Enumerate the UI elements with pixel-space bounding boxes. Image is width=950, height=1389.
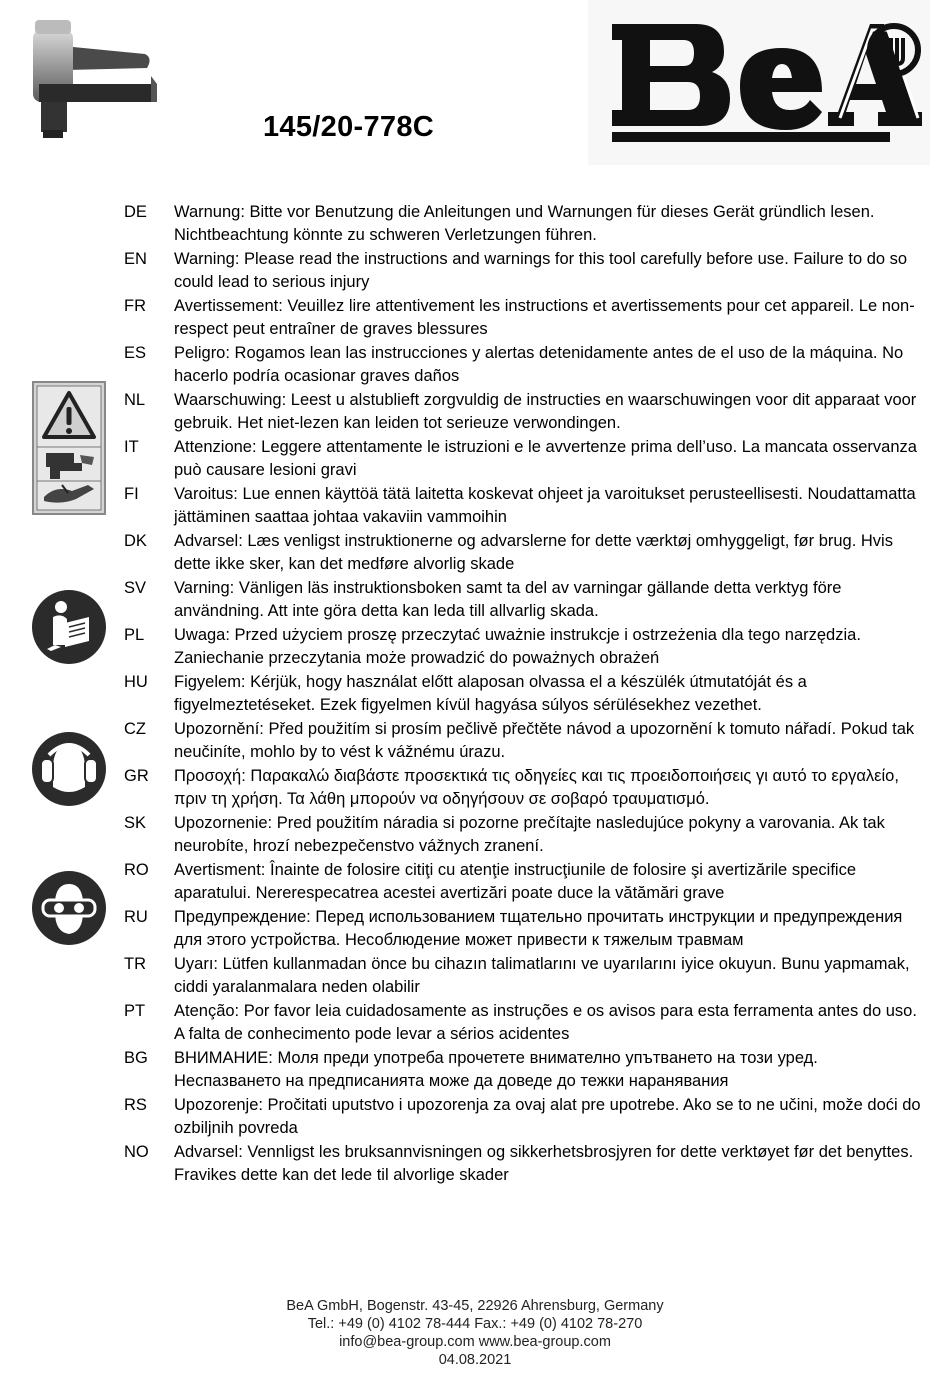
warning-text: Atenção: Por favor leia cuidadosamente as instruções e os avisos para esta ferramenta antes do uso. A falta de conhecimento pode levar a sérios acidentes [174,1002,917,1043]
language-code: GR [124,767,149,785]
footer-contact: info@bea-group.com www.bea-group.com [339,1334,611,1350]
warning-text: Peligro: Rogamos lean las instrucciones y alertas detenidamente antes de el uso de la máquina. No hacerlo podría ocasionar graves daños [174,344,904,385]
language-code: PL [124,626,145,644]
language-code: RS [124,1096,147,1114]
warning-row-hu [124,671,924,716]
read-manual-sign [31,589,107,665]
warning-text: Avertisment: Înainte de folosire citiţi cu atenţie instrucţiunile de folosire şi avertizările specifice aparatului. Nererespecatrea acestei avertizări poate duce la vătămări grave [174,861,857,902]
language-code: RO [124,861,149,879]
language-code: DK [124,532,147,550]
language-code: DE [124,203,147,221]
warning-text: Warnung: Bitte vor Benutzung die Anleitungen und Warnungen für dieses Gerät gründlich lesen. Nichtbeachtung könnte zu schweren Verletzungen führen. [174,203,875,244]
footer-phone-fax: Tel.: +49 (0) 4102 78-444 Fax.: +49 (0) 4102 78-270 [307,1316,643,1332]
bea-logo [588,0,930,165]
warning-text: Upozorenje: Pročitati uputstvo i upozorenja za ovaj alat pre upotrebe. Ako se to ne učini, može doći do ozbiljnih povreda [174,1096,921,1137]
warning-text: Avertissement: Veuillez lire attentivement les instructions et avertissements pour cet appareil. Le non-respect peut entraîner de graves blessures [174,297,915,338]
footer-date: 04.08.2021 [438,1352,512,1368]
language-code: PT [124,1002,146,1020]
warning-text: Upozornění: Před použitím si prosím pečlivě přečtěte návod a upozornění k tomuto nářadí. Pokud tak neučiníte, mohlo by to vést k vážnému úrazu. [174,720,915,761]
warning-text: Προσοχή: Παρακαλώ διαβάστε προσεκτικά τις οδηγείες και τις προειδοποιήσεις γι αυτό το εργαλείο, πριν τη χρήση. Τα λάθη μπορούν να οδηγήσουν σε σοβαρό τραυματισμό. [174,767,899,808]
warning-row-bg [124,1047,924,1092]
eye-protection-sign [31,870,107,946]
warning-text: Advarsel: Vennligst les bruksannvisningen og sikkerhetsbrosjyren for dette verktøyet før det benyttes. Fravikes dette kan det lede til alvorlige skader [174,1143,914,1184]
warning-text: Upozornenie: Pred použitím náradia si pozorne prečítajte nasledujúce pokyny a varovania. Ak tak neurobíte, hrozí nebezpečenstvo vážnych zranení. [174,814,885,855]
warning-row-ru [124,906,924,951]
language-code: FI [124,485,139,503]
language-code: RU [124,908,148,926]
footer-address: BeA GmbH, Bogenstr. 43-45, 22926 Ahrensburg, Germany [286,1298,664,1314]
language-code: HU [124,673,148,691]
warning-text: Attenzione: Leggere attentamente le istruzioni e le avvertenze prima dell’uso. La mancata osservanza può causare lesioni gravi [174,438,917,479]
warning-text: Warning: Please read the instructions and warnings for this tool carefully before use. Failure to do so could lead to serious injury [174,250,908,291]
language-code: FR [124,297,146,315]
warning-row-no [124,1141,924,1186]
warning-row-dk [124,530,924,575]
warning-row-tr [124,953,924,998]
warning-text: Предупреждение: Перед использованием тщательно прочитать инструкции и предупреждения для этого устройства. Несоблюдение может привести к тяжелым травмам [174,908,903,949]
warning-row-de [124,201,924,246]
warning-row-rs [124,1094,924,1139]
language-code: NO [124,1143,149,1161]
warning-row-sv [124,577,924,622]
language-code: IT [124,438,139,456]
language-code: ES [124,344,147,362]
warning-row-cz [124,718,924,763]
language-code: TR [124,955,146,973]
language-code: EN [124,250,147,268]
warning-text: ВНИМАНИЕ: Моля преди употреба прочетете внимателно упътването на този уред. Неспазването на предписанията може да доведе до тежки наранявания [174,1049,818,1090]
ear-protection-sign [31,731,107,807]
warning-text: Waarschuwing: Leest u alstublieft zorgvuldig de instructies en waarschuwingen voor dit apparaat voor gebruik. Het niet-lezen kan leiden tot serieuze verwondingen. [174,391,917,432]
warning-row-en [124,248,924,293]
warning-row-fi [124,483,924,528]
warning-row-es [124,342,924,387]
model-number: 145/20-778C [263,111,434,143]
warning-row-fr [124,295,924,340]
language-code: CZ [124,720,146,738]
warning-text: Uwaga: Przed użyciem proszę przeczytać uważnie instrukcje i ostrzeżenia dla tego narzędzia. Zaniechanie przeczytania może prowadzić do poważnych obrażeń [174,626,861,667]
hand-injury-warning-sign [32,381,106,515]
footer [0,1297,950,1369]
multilingual-warning-list [124,201,924,1188]
warning-text: Varoitus: Lue ennen käyttöä tätä laitetta koskevat ohjeet ja varoitukset perusteellisesti. Noudattamatta jättäminen saattaa johtaa vakaviin vammoihin [174,485,916,526]
language-code: NL [124,391,146,409]
warning-text: Advarsel: Læs venligst instruktionerne og advarslerne for dette værktøj omhyggeligt, før brug. Hvis dette ikke sker, kan det medføre alvorlig skade [174,532,893,573]
warning-row-gr [124,765,924,810]
warning-row-pt [124,1000,924,1045]
warning-text: Varning: Vänligen läs instruktionsboken samt ta del av varningar gällande detta verktyg före användning. Att inte göra detta kan leda till allvarlig skada. [174,579,842,620]
warning-text: Figyelem: Kérjük, hogy használat előtt alaposan olvassa el a készülék útmutatóját és a figyelmeztetéseket. Ezek figyelmen kívül hagyása súlyos sérülésekhez vezethet. [174,673,807,714]
language-code: SK [124,814,147,832]
warning-text: Uyarı: Lütfen kullanmadan önce bu cihazın talimatlarını ve uyarılarını iyice okuyun. Bunu yapmamak, ciddi yaralanmalara neden olabilir [174,955,910,996]
warning-row-it [124,436,924,481]
language-code: SV [124,579,147,597]
language-code: BG [124,1049,148,1067]
warning-row-pl [124,624,924,669]
warning-row-sk [124,812,924,857]
stapler-tool-image [25,18,160,143]
warning-row-nl [124,389,924,434]
warning-row-ro [124,859,924,904]
